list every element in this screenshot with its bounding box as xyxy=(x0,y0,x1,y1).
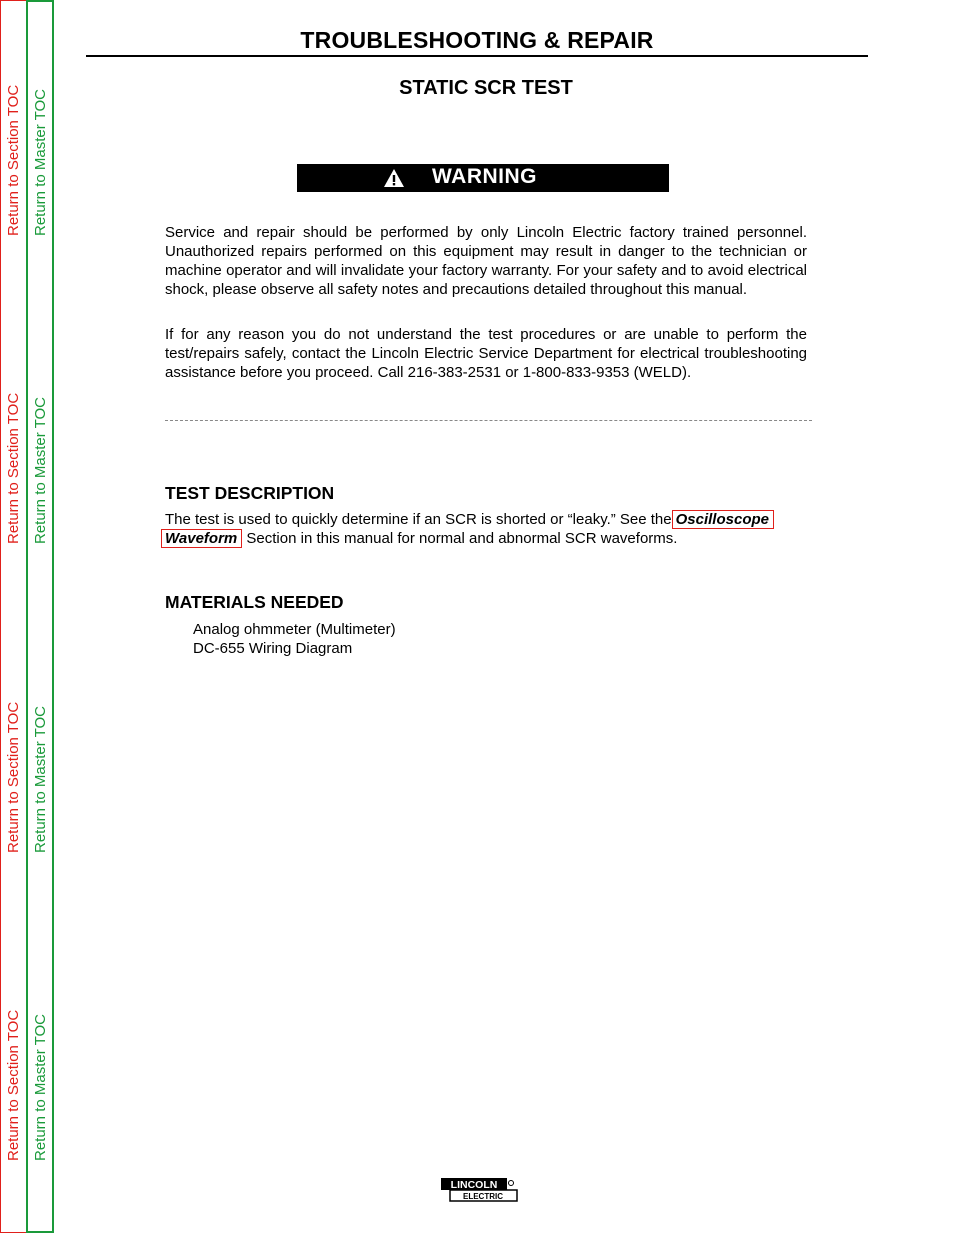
materials-list xyxy=(193,621,396,658)
page-subtitle: STATIC SCR TEST xyxy=(399,77,573,99)
return-to-master-toc-link[interactable]: Return to Master TOC xyxy=(32,1014,49,1161)
logo-top-text: LINCOLN xyxy=(450,1179,498,1191)
test-description-text-end: Section in this manual for normal and abnormal SCR waveforms. xyxy=(242,530,678,547)
return-to-master-toc-link[interactable]: Return to Master TOC xyxy=(32,89,49,236)
test-description-heading: TEST DESCRIPTION xyxy=(165,483,335,503)
page-title: TROUBLESHOOTING & REPAIR xyxy=(300,27,654,53)
return-to-section-toc-link[interactable]: Return to Section TOC xyxy=(5,1009,22,1161)
return-to-master-toc-link[interactable]: Return to Master TOC xyxy=(32,706,49,853)
return-to-section-toc-link[interactable]: Return to Section TOC xyxy=(5,701,22,853)
oscilloscope-waveform-link[interactable]: Waveform xyxy=(161,529,242,548)
logo-bottom-text: ELECTRIC xyxy=(463,1192,503,1201)
section-divider xyxy=(165,420,812,421)
oscilloscope-waveform-link[interactable]: Oscilloscope xyxy=(672,510,774,529)
warning-banner xyxy=(297,164,669,192)
warning-paragraph: Service and repair should be performed by only Lincoln Electric factory trained personnel. Unauthorized repairs performed on this equipment may result in danger to the technician or machine operator and will invalidate your factory warranty. For your safety and to avoid electrical shock, please observe all safety notes and precautions detailed throughout this manual. xyxy=(165,224,807,298)
warning-triangle-icon xyxy=(383,167,405,189)
return-to-master-toc-link[interactable]: Return to Master TOC xyxy=(32,397,49,544)
list-item: DC-655 Wiring Diagram xyxy=(193,639,353,657)
list-item: Analog ohmmeter (Multimeter) xyxy=(193,621,396,638)
return-to-section-toc-link[interactable]: Return to Section TOC xyxy=(5,392,22,544)
lincoln-electric-logo xyxy=(440,1177,520,1203)
warning-paragraph: If for any reason you do not understand the test procedures or are unable to perform the test/repairs safely, contact the Lincoln Electric Service Department for electrical troubleshooting assistance before you proceed. Call 216-383-2531 or 1-800-833-9353 (WELD). xyxy=(165,326,807,381)
materials-heading: MATERIALS NEEDED xyxy=(165,592,344,612)
test-description-text-start: The test is used to quickly determine if an SCR is shorted or “leaky.” See the xyxy=(165,511,672,528)
test-description-text xyxy=(165,510,815,548)
return-to-section-toc-link[interactable]: Return to Section TOC xyxy=(5,84,22,236)
title-rule xyxy=(86,55,868,57)
warning-label: WARNING xyxy=(432,165,537,188)
